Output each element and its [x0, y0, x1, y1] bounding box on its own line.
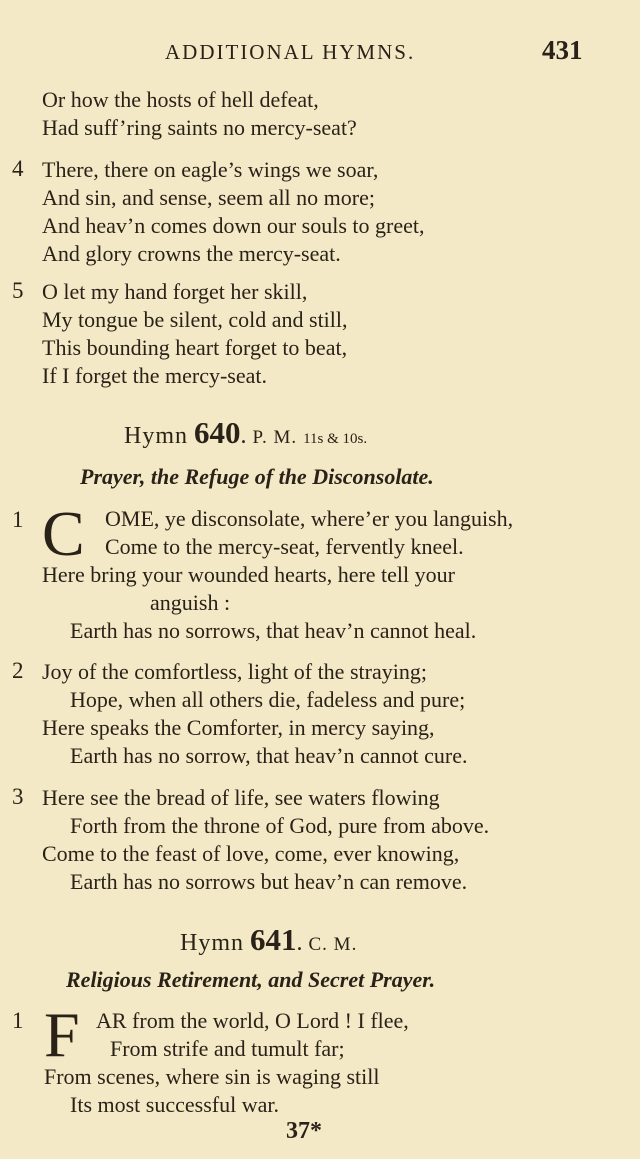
- verse-line: Come to the feast of love, come, ever knowing,: [42, 841, 460, 866]
- verse-line: Or how the hosts of hell defeat,: [42, 87, 319, 112]
- hymn-label: Hymn: [180, 930, 244, 956]
- verse-line: From scenes, where sin is waging still: [44, 1064, 380, 1089]
- verse-line: Earth has no sorrows but heav’n can remove.: [70, 869, 468, 894]
- verse-line: Here bring your wounded hearts, here tell your: [42, 562, 455, 587]
- drop-cap: C: [42, 498, 85, 569]
- verse-line: If I forget the mercy-seat.: [42, 363, 267, 388]
- drop-cap: F: [44, 999, 80, 1070]
- hymn-640-title: Prayer, the Refuge of the Disconsolate.: [80, 464, 434, 489]
- verse-line: There, there on eagle’s wings we soar,: [42, 157, 379, 182]
- verse-line: This bounding heart forget to beat,: [42, 335, 348, 360]
- hymn-number: 640: [194, 415, 241, 450]
- hymn-641-heading: Hymn 641. C. M.: [180, 922, 358, 957]
- hymn-640-heading: Hymn 640. P. M. 11s & 10s.: [124, 415, 368, 450]
- verse-line: anguish :: [150, 590, 231, 615]
- running-title: ADDITIONAL HYMNS.: [165, 40, 416, 64]
- verse-number: 2: [12, 658, 24, 683]
- verse-line: And heav’n comes down our souls to greet,: [42, 213, 425, 238]
- verse-line: Earth has no sorrows, that heav’n cannot heal.: [70, 618, 477, 643]
- hymn-meter: P. M.: [252, 427, 298, 448]
- verse-line: Here see the bread of life, see waters flowing: [42, 785, 440, 810]
- hymn-label: Hymn: [124, 423, 188, 449]
- verse-line: And sin, and sense, seem all no more;: [42, 185, 375, 210]
- verse-number: 3: [12, 784, 24, 809]
- hymn-meter-extra: 11s & 10s.: [303, 431, 368, 447]
- verse-line: Here speaks the Comforter, in mercy saying,: [42, 715, 435, 740]
- verse-line: OME, ye disconsolate, where’er you languish,: [105, 506, 514, 531]
- verse-line: Had suff’ring saints no mercy-seat?: [42, 115, 357, 140]
- verse-line: My tongue be silent, cold and still,: [42, 307, 348, 332]
- verse-line: O let my hand forget her skill,: [42, 279, 308, 304]
- signature-mark: 37*: [286, 1118, 322, 1144]
- hymn-number: 641: [250, 922, 297, 957]
- verse-line: Hope, when all others die, fadeless and pure;: [70, 687, 466, 712]
- verse-number: 1: [12, 1008, 24, 1033]
- verse-line: And glory crowns the mercy-seat.: [42, 241, 341, 266]
- hymn-641-title: Religious Retirement, and Secret Prayer.: [66, 967, 436, 992]
- verse-number: 4: [12, 156, 24, 181]
- verse-line: Forth from the throne of God, pure from above.: [70, 813, 490, 838]
- verse-number: 5: [12, 278, 24, 303]
- verse-line: Earth has no sorrow, that heav’n cannot cure.: [70, 743, 468, 768]
- hymn-meter: C. M.: [308, 934, 358, 955]
- verse-line: AR from the world, O Lord ! I flee,: [96, 1008, 409, 1033]
- verse-line: Come to the mercy-seat, fervently kneel.: [105, 534, 464, 559]
- verse-line: Joy of the comfortless, light of the straying;: [42, 659, 427, 684]
- page-number: 431: [542, 35, 583, 65]
- verse-line: From strife and tumult far;: [110, 1036, 345, 1061]
- verse-line: Its most successful war.: [70, 1092, 279, 1117]
- verse-number: 1: [12, 507, 24, 532]
